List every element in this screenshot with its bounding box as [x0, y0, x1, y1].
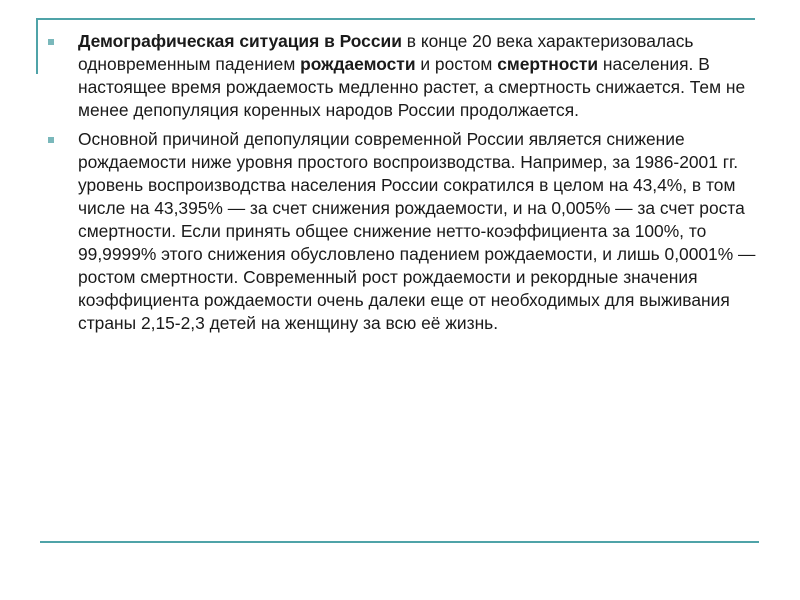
text-run: в конце 20 века характеризовалась одновременным падением	[78, 31, 694, 74]
square-bullet-icon	[48, 39, 54, 45]
bullet-paragraph-2	[48, 128, 768, 335]
top-rule	[36, 18, 755, 20]
text-run: и ростом	[415, 54, 498, 74]
text-run: населения. В настоящее время рождаемость медленно растет, а смертность снижается. Тем не менее депопуляция коренных народов России продолжается.	[78, 54, 746, 120]
bullet-paragraph-1	[48, 30, 768, 122]
bold-phrase: рождаемости	[300, 54, 416, 74]
bottom-rule	[40, 541, 759, 543]
bold-phrase: смертности	[497, 54, 599, 74]
slide-content	[48, 30, 768, 341]
bold-phrase: Демографическая ситуация в России	[78, 31, 402, 51]
text-run: Основной причиной депопуляции современной России является снижение рождаемости ниже уровня простого воспроизводства. Например, за 1986-2001 гг. уровень воспроизводства населения России сократился в целом на 43,4%, в том числе на 43,395% — за счет снижения рождаемости, и на 0,005% — за счет роста смертности. Если принять общее снижение нетто-коэффициента за 100%, то 99,9999% этого снижения обусловлено падением рождаемости, и лишь 0,0001% — ростом смертности. Современный рост рождаемости и рекордные значения коэффициента рождаемости очень далеки еще от необходимых для выживания страны 2,15-2,3 детей на женщину за всю её жизнь.	[78, 129, 756, 333]
square-bullet-icon	[48, 137, 54, 143]
left-rule	[36, 18, 38, 74]
